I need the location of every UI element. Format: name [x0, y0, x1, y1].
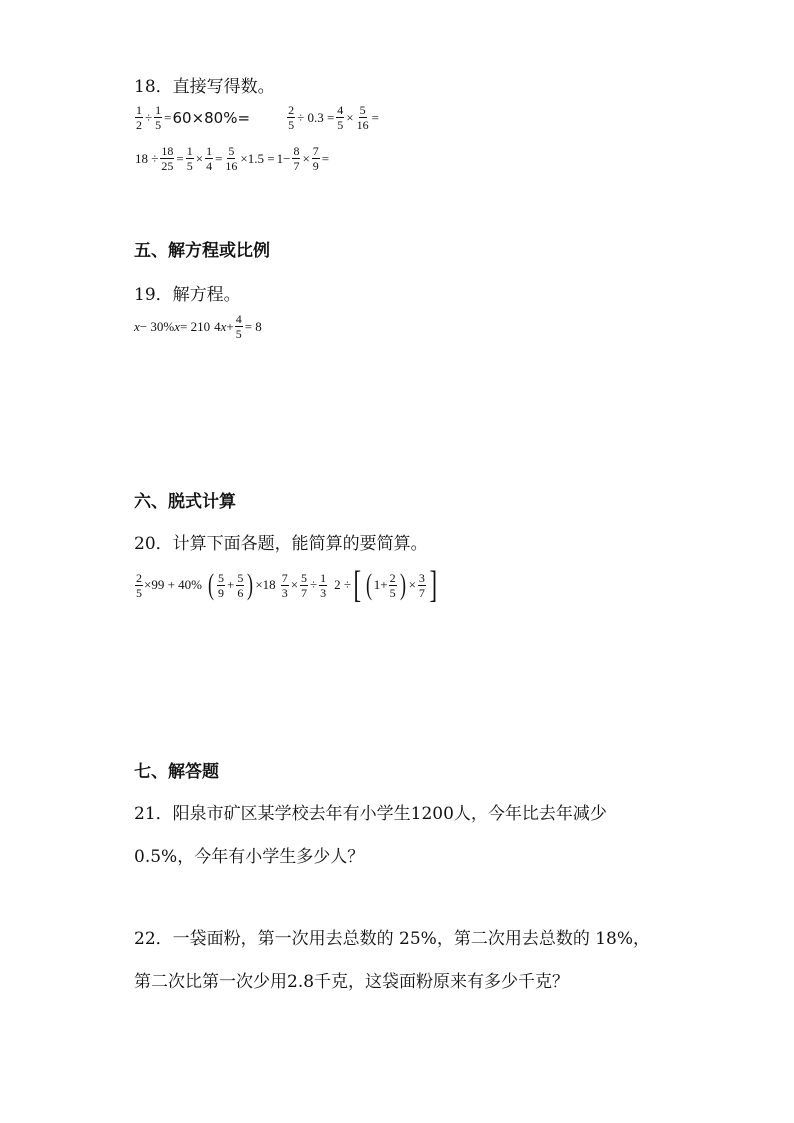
fraction: $\frac{2}{5}$	[288, 103, 295, 132]
left-bracket: [	[353, 564, 362, 606]
fraction: $\frac{1}{5}$	[155, 103, 162, 132]
fraction: $\frac{7}{3}$	[281, 570, 288, 600]
fraction: $\frac{1}{2}$	[136, 103, 142, 132]
fraction: $\frac{4}{5}$	[235, 312, 242, 341]
q21-line1: 21．阳泉市矿区某学校去年有小学生1200人，今年比去年减少	[134, 804, 607, 824]
q18-row1: $\frac{1}{2}$ ÷ $\frac{1}{5}$ = 60×80%= $\frac{2}{5}$ ÷ 0.3 = $\frac{4}{5}$ × $\frac{5}{16}$ =	[136, 103, 379, 132]
fraction: $\frac{3}{7}$	[418, 570, 425, 600]
section-5-title: 五、解方程或比例	[134, 241, 270, 261]
fraction: $\frac{7}{9}$	[312, 144, 319, 173]
q22-line1: 22．一袋面粉，第一次用去总数的 25%，第二次用去总数的 18%，	[134, 929, 651, 949]
q19-title: 19．解方程。	[134, 285, 241, 305]
right-bracket: ]	[429, 564, 438, 606]
q18-b: 60×80%=	[172, 108, 251, 127]
section-6-title: 六、脱式计算	[134, 492, 236, 512]
q20-title: 20．计算下面各题，能简算的要简算。	[134, 534, 428, 554]
left-paren: (	[365, 568, 372, 601]
fraction: $\frac{5}{6}$	[237, 570, 244, 600]
q20-expressions: $\frac{2}{5}$ ×99 + 40% ( $\frac{5}{9}$ + $\frac{5}{6}$ ) ×18 $\frac{7}{3}$ × $\frac{5}{7}$ ÷ $\frac{1}{3}$ 2 ÷ [ ( 1+ $\frac{2}{5}$ ) × $\frac{3}{7}$ ]	[136, 564, 438, 606]
fraction: $\frac{18}{25}$	[161, 144, 174, 173]
fraction: $\frac{1}{5}$	[186, 144, 193, 173]
fraction: $\frac{2}{5}$	[389, 570, 396, 600]
fraction: $\frac{5}{9}$	[218, 570, 224, 600]
q18-title: 18．直接写得数。	[134, 77, 275, 97]
fraction: $\frac{4}{5}$	[337, 103, 344, 132]
q19-equations: x − 30% x = 210 4 x + $\frac{4}{5}$ = 8	[134, 312, 262, 341]
fraction: $\frac{5}{16}$	[225, 144, 238, 173]
fraction: $\frac{1}{4}$	[206, 144, 213, 173]
fraction: $\frac{1}{3}$	[320, 570, 327, 600]
q18-row2: 18 ÷ $\frac{18}{25}$ = $\frac{1}{5}$ × $\frac{1}{4}$ = $\frac{5}{16}$ ×1.5 = 1− $\frac{8}{7}$ × $\frac{7}{9}$ =	[135, 144, 330, 173]
left-paren: (	[208, 568, 214, 601]
right-paren: )	[247, 568, 254, 601]
q22-line2: 第二次比第一次少用2.8千克，这袋面粉原来有多少千克？	[134, 972, 570, 992]
q21-line2: 0.5%，今年有小学生多少人？	[134, 847, 365, 867]
fraction: $\frac{8}{7}$	[293, 144, 300, 173]
fraction: $\frac{5}{16}$	[356, 103, 369, 132]
fraction: $\frac{5}{7}$	[301, 570, 308, 600]
section-7-title: 七、解答题	[134, 762, 219, 782]
fraction: $\frac{2}{5}$	[136, 570, 142, 600]
right-paren: )	[399, 568, 406, 601]
